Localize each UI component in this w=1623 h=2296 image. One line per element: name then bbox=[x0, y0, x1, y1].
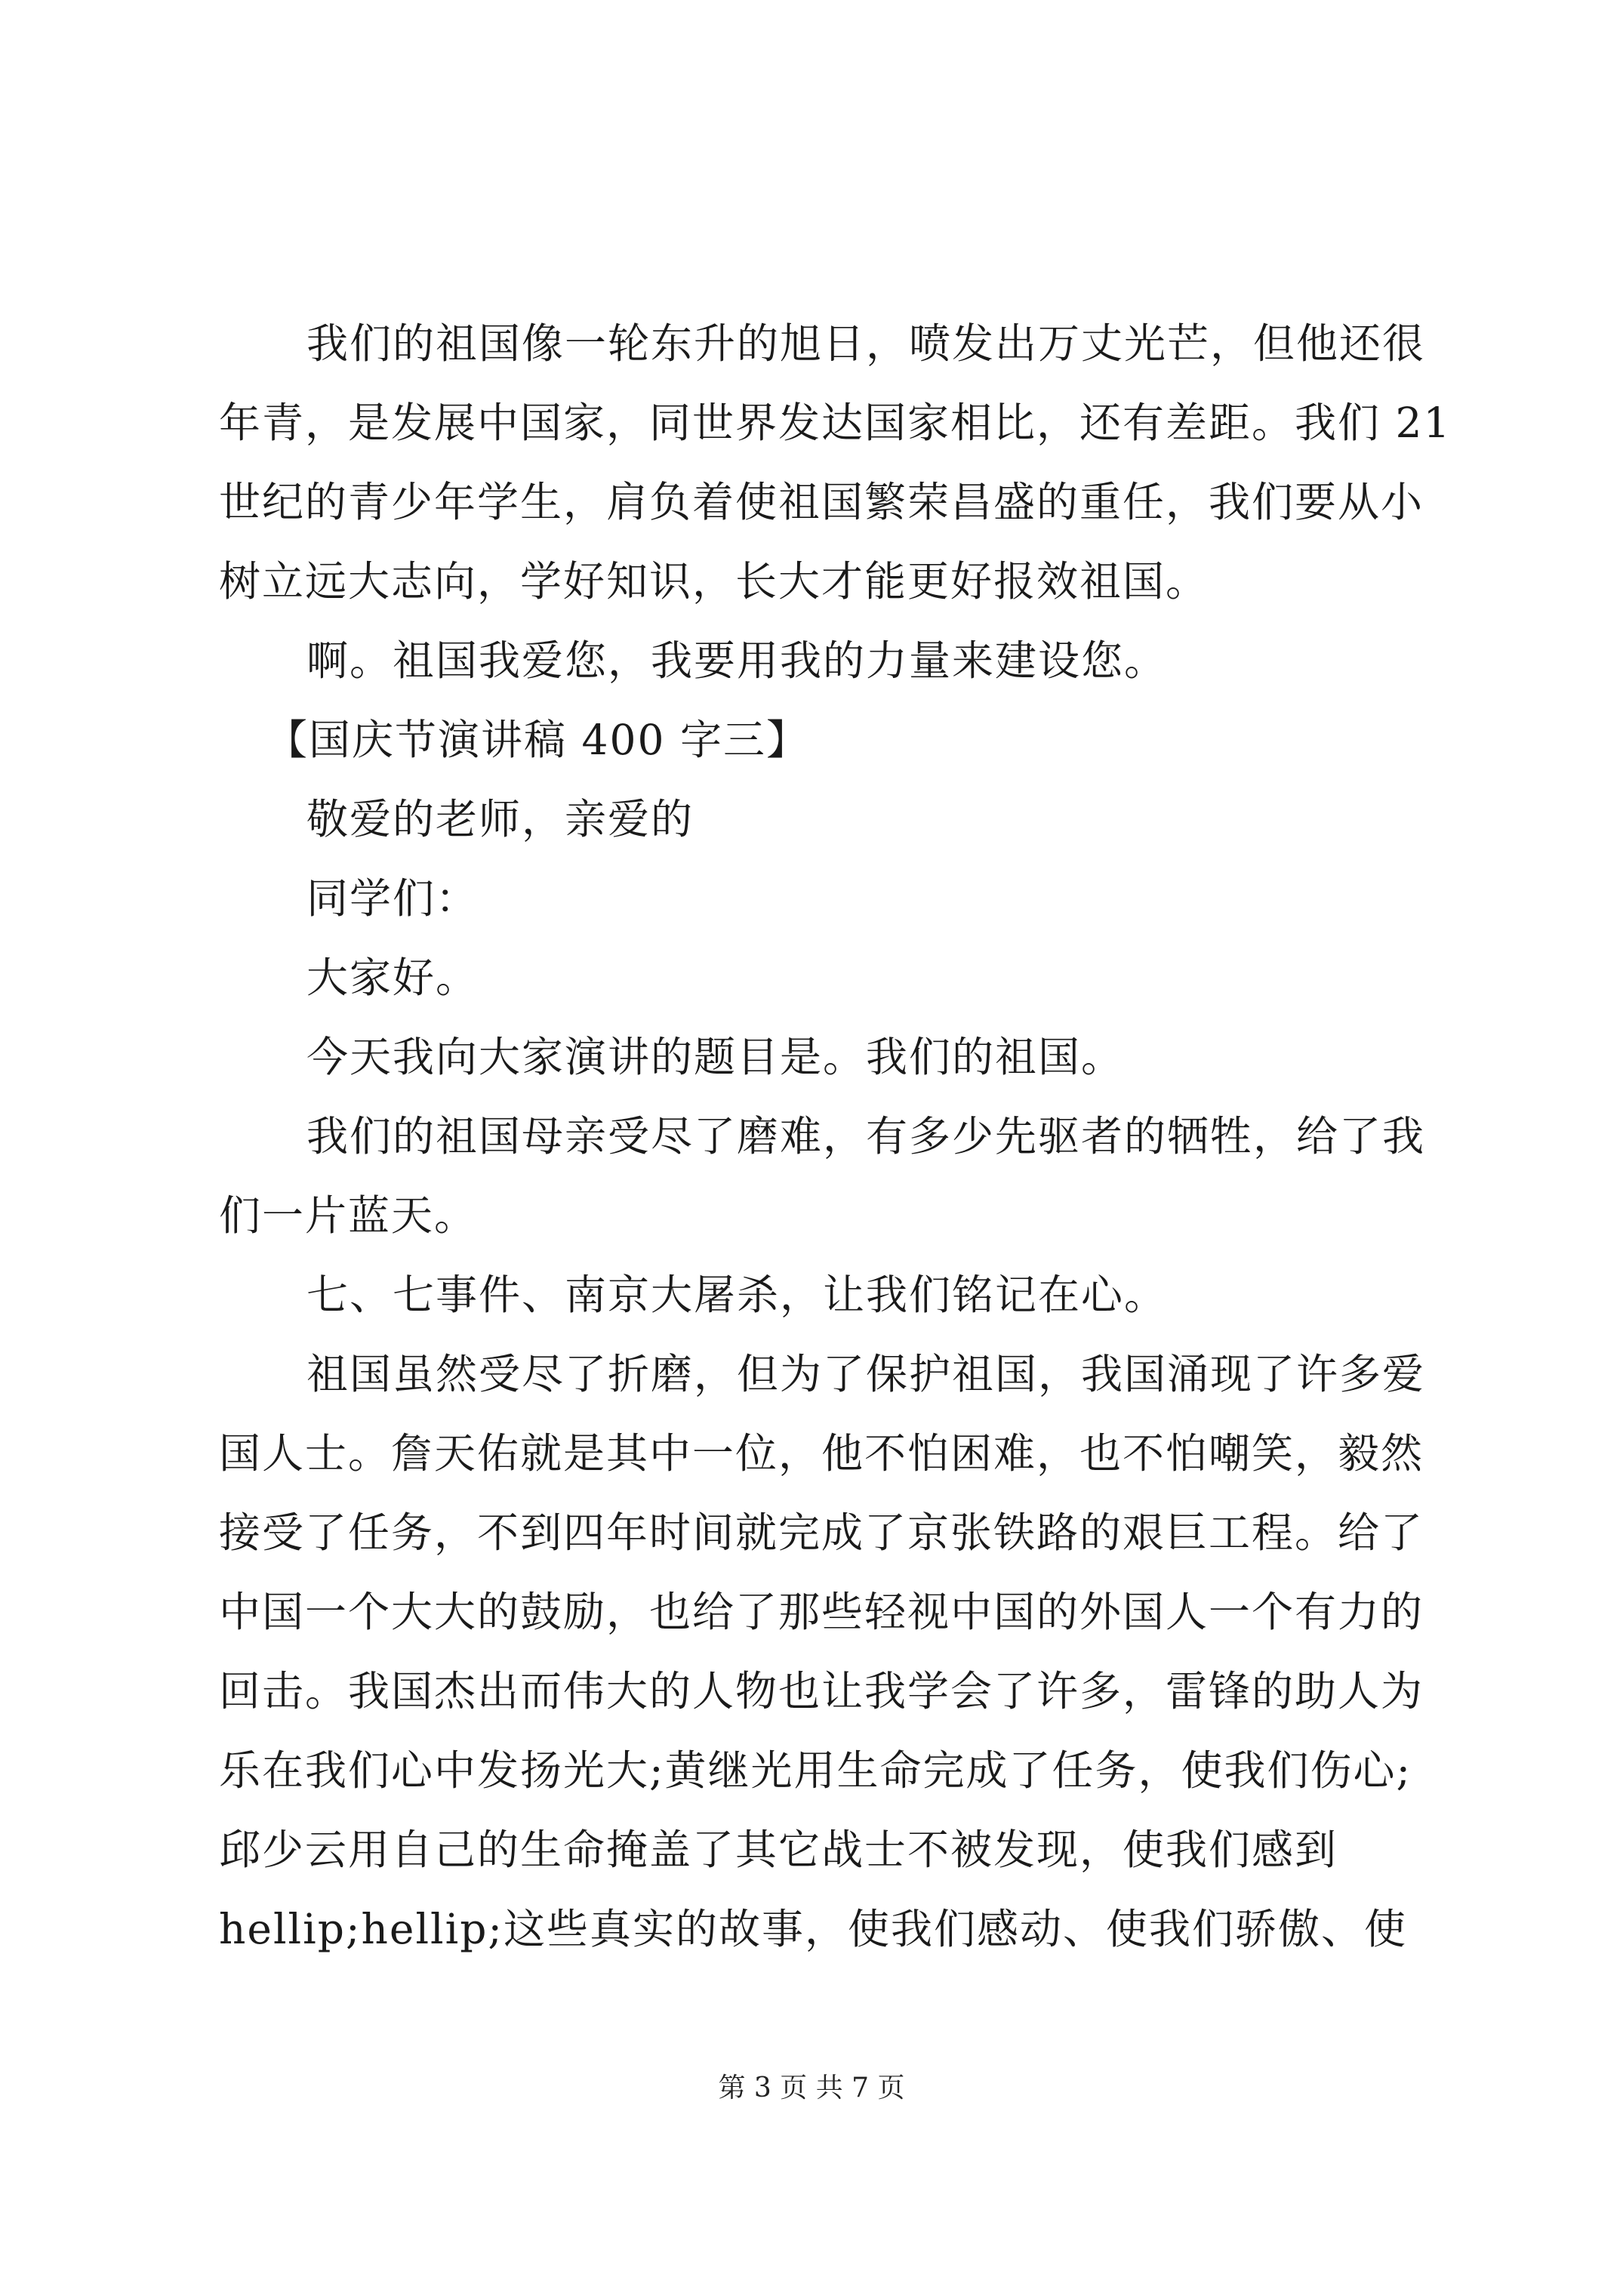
text-line: 接受了任务，不到四年时间就完成了京张铁路的艰巨工程。给了 bbox=[219, 1509, 1424, 1557]
text-line: 我们的祖国母亲受尽了磨难，有多少先驱者的牺牲，给了我 bbox=[306, 1112, 1426, 1160]
text-line: 敬爱的老师，亲爱的 bbox=[306, 795, 694, 843]
text-line: 年青，是发展中国家，同世界发达国家相比，还有差距。我们 21 bbox=[219, 399, 1452, 447]
text-line: 树立远大志向，学好知识，长大才能更好报效祖国。 bbox=[219, 557, 1209, 606]
text-line: 我们的祖国像一轮东升的旭日，喷发出万丈光芒，但他还很 bbox=[306, 319, 1426, 368]
text-line: 回击。我国杰出而伟大的人物也让我学会了许多，雷锋的助人为 bbox=[219, 1667, 1424, 1715]
text-line: 中国一个大大的鼓励，也给了那些轻视中国的外国人一个有力的 bbox=[219, 1588, 1424, 1636]
text-line: 邱少云用自己的生命掩盖了其它战士不被发现，使我们感到 bbox=[219, 1826, 1338, 1874]
text-line: 啊。祖国我爱您，我要用我的力量来建设您。 bbox=[306, 636, 1168, 685]
text-line: 世纪的青少年学生，肩负着使祖国繁荣昌盛的重任，我们要从小 bbox=[219, 478, 1424, 526]
text-line: hellip;hellip;这些真实的故事，使我们感动、使我们骄傲、使 bbox=[219, 1905, 1407, 1953]
text-line: 同学们： bbox=[306, 874, 479, 923]
text-line: 乐在我们心中发扬光大;黄继光用生命完成了任务，使我们伤心; bbox=[219, 1746, 1412, 1795]
text-line: 七、七事件、南京大屠杀，让我们铭记在心。 bbox=[306, 1271, 1168, 1319]
text-line: 们一片蓝天。 bbox=[219, 1191, 478, 1240]
section-heading: 【国庆节演讲稿 400 字三】 bbox=[266, 716, 809, 764]
text-line: 祖国虽然受尽了折磨，但为了保护祖国，我国涌现了许多爱 bbox=[306, 1350, 1426, 1398]
text-line: 国人士。詹天佑就是其中一位，他不怕困难，也不怕嘲笑，毅然 bbox=[219, 1429, 1424, 1478]
text-line: 今天我向大家演讲的题目是。我们的祖国。 bbox=[306, 1033, 1125, 1081]
text-line: 大家好。 bbox=[306, 954, 479, 1002]
page-footer: 第 3 页 共 7 页 bbox=[718, 2073, 905, 2103]
